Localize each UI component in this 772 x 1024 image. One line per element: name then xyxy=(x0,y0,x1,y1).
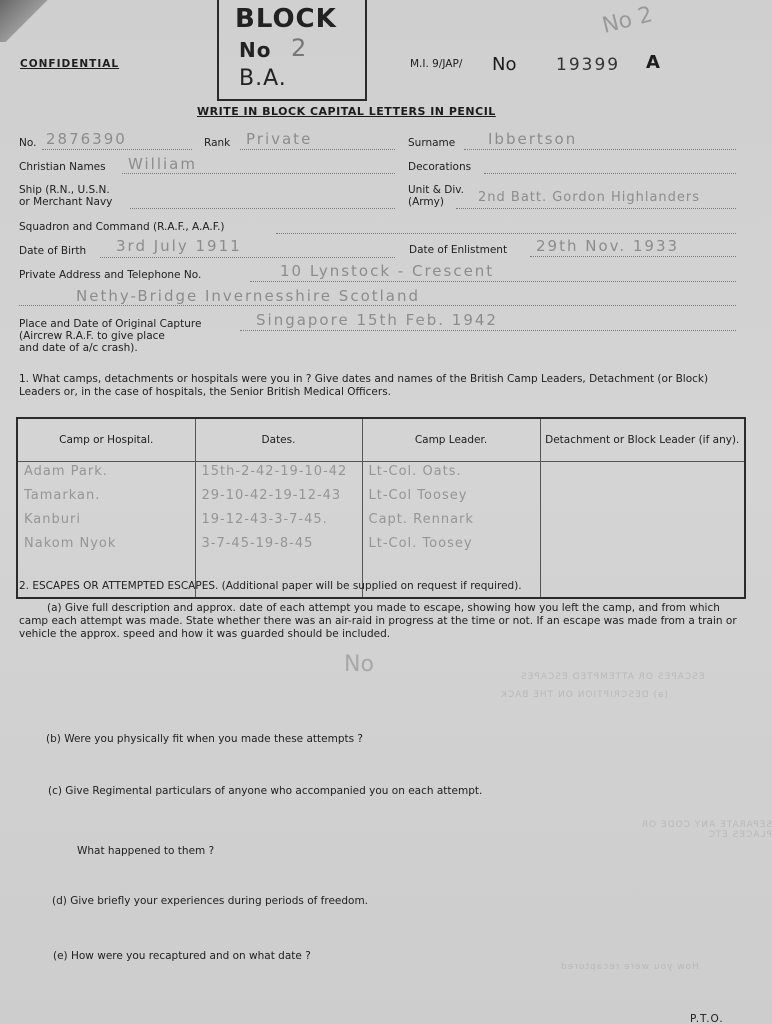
dates-cell: 3-7-45-19-8-45 xyxy=(195,534,362,558)
pto-label: P.T.O. xyxy=(690,1013,724,1024)
question-2c-sub: What happened to them ? xyxy=(77,845,215,857)
detachment-cell xyxy=(540,462,745,487)
table-row xyxy=(17,486,745,510)
header-detachment-leader: Detachment or Block Leader (if any). xyxy=(540,418,745,462)
pencil-instruction: WRITE IN BLOCK CAPITAL LETTERS IN PENCIL xyxy=(197,105,496,118)
leader-cell: Lt-Col Toosey xyxy=(362,486,540,510)
surname-field-label: Surname xyxy=(408,137,456,149)
leader-cell: Lt-Col. Toosey xyxy=(362,534,540,558)
serial-number: 19399 xyxy=(556,55,621,75)
question-2-title: 2. ESCAPES OR ATTEMPTED ESCAPES. (Additional paper will be supplied on request if required). xyxy=(19,580,522,592)
dob-value: 3rd July 1911 xyxy=(116,237,242,255)
no-field-value: 2876390 xyxy=(46,130,127,148)
header-camp: Camp or Hospital. xyxy=(17,418,195,462)
decorations-label: Decorations xyxy=(408,161,472,173)
ship-label-1: Ship (R.N., U.S.N. xyxy=(19,184,110,196)
capture-value: Singapore 15th Feb. 1942 xyxy=(256,311,498,329)
dob-label: Date of Birth xyxy=(19,245,87,257)
capture-label-1: Place and Date of Original Capture xyxy=(19,318,202,330)
enlistment-label: Date of Enlistment xyxy=(409,244,508,256)
leader-cell: Lt-Col. Oats. xyxy=(362,462,540,487)
address-line-2: Nethy-Bridge Invernesshire Scotland xyxy=(76,287,421,305)
dates-cell: 19-12-43-3-7-45. xyxy=(195,510,362,534)
camps-table-header xyxy=(17,418,745,462)
address-label: Private Address and Telephone No. xyxy=(19,269,202,281)
serial-suffix: A xyxy=(646,52,660,73)
question-2a: (a) Give full description and approx. date of each attempt you made to escape, showing how you left the camp, and from which camp each attempt was made. State whether there was an air-raid in progress at the time or not. If an escape was made from a train or vehicle the approx. speed and how it was guarded should be included. xyxy=(19,602,737,640)
stamp-block: BLOCK xyxy=(235,4,337,34)
table-row xyxy=(17,510,745,534)
enlistment-value: 29th Nov. 1933 xyxy=(536,237,680,255)
block-stamp xyxy=(217,0,367,101)
dates-cell: 15th-2-42-19-10-42 xyxy=(195,462,362,487)
detachment-cell xyxy=(540,486,745,510)
capture-label-3: and date of a/c crash). xyxy=(19,342,138,354)
rank-field-label: Rank xyxy=(204,137,231,149)
capture-label-2: (Aircrew R.A.F. to give place xyxy=(19,330,165,342)
table-row xyxy=(17,558,745,598)
no-field-label: No. xyxy=(19,137,37,149)
question-2d: (d) Give briefly your experiences during periods of freedom. xyxy=(52,895,369,907)
camp-cell: Nakom Nyok xyxy=(24,536,117,551)
question-2a-answer: No xyxy=(344,652,374,677)
stamp-no: No xyxy=(239,38,272,62)
question-1: 1. What camps, detachments or hospitals were you in ? Give dates and names of the British Camp Leaders, Detachment (or Block) Leaders or, in the case of hospitals, the Senior British Medical Officers. xyxy=(19,373,709,398)
detachment-cell xyxy=(540,510,745,534)
rank-field-value: Private xyxy=(246,130,313,148)
christian-names-label: Christian Names xyxy=(19,161,106,173)
dates-cell: 29-10-42-19-12-43 xyxy=(195,486,362,510)
unit-label-1: Unit & Div. xyxy=(408,184,464,196)
table-row xyxy=(17,462,745,487)
header-dates: Dates. xyxy=(195,418,362,462)
unit-label-2: (Army) xyxy=(408,196,444,208)
confidential-label: CONFIDENTIAL xyxy=(20,58,120,70)
address-line-1: 10 Lynstock - Crescent xyxy=(280,262,495,280)
paper-clip-corner xyxy=(0,0,64,42)
squadron-label: Squadron and Command (R.A.F., A.A.F.) xyxy=(19,221,225,233)
camp-cell: Tamarkan. xyxy=(24,488,101,503)
table-row xyxy=(17,534,745,558)
no-label: No xyxy=(492,54,517,75)
header-camp-leader: Camp Leader. xyxy=(362,418,540,462)
surname-field-value: Ibbertson xyxy=(488,130,578,148)
detachment-cell xyxy=(540,534,745,558)
form-reference: M.I. 9/JAP/ xyxy=(410,58,463,70)
handwritten-corner-number: No 2 xyxy=(599,2,656,39)
camp-cell: Kanburi xyxy=(24,512,81,527)
question-2b: (b) Were you physically fit when you made these attempts ? xyxy=(46,733,363,745)
unit-value: 2nd Batt. Gordon Highlanders xyxy=(478,190,701,205)
question-2e: (e) How were you recaptured and on what date ? xyxy=(53,950,311,962)
leader-cell: Capt. Rennark xyxy=(362,510,540,534)
question-2c: (c) Give Regimental particulars of anyone who accompanied you on each attempt. xyxy=(48,785,483,797)
stamp-number: 2 xyxy=(291,34,308,62)
ship-label-2: or Merchant Navy xyxy=(19,196,113,208)
form-page: CONFIDENTIAL BLOCK No 2 B.A. No 2 M.I. 9/JAP/ No 19399 A WRITE IN BLOCK CAPITAL LETTERS IN PENCIL No. 2876390 Rank Private Surname Ibbertson Christian Names William Decorations Ship (R.N., U.S.N. or Merchant Navy Unit & Div. (Army) 2nd Batt. Gordon Highlanders Squadron and Command (R.A.F., A.A.F.) Date of Birth 3rd July 1911 Date of Enlistment 29th Nov. 1933 Private Address and Telephone No. 10 Lynstock - Crescent Nethy-Bridge Invernesshire Scotland Place and Date of Original Capture (Aircrew R.A.F. to give place and date of a/c crash). Singapore 15th Feb. 1942 1. What camps, detachments or hospitals were you in ? Give dates and names of the British Camp Leaders, Detachment (or Block) Leaders or, in the case of hospitals, the Senior British Medical Officers. Camp or Hospital. Dates. Camp Leader. Detachment or Block Leader (if any). Adam Park. 15th-2-42-19-10-42 Lt-Col. Oats. Tamarkan. 29-10-42-19-12-43 Lt-Col Toosey Kanburi 19-12-43-3-7-45. Capt. Rennark Nakom Nyok 3-7-45-19-8-45 Lt-Col. Toosey 2. ESCAPES OR ATTEMPTED ESCAPES. (Additional paper will be supplied on request if required). (a) Give full description and approx. date of each attempt you made to escape, showing how you left the camp, and from which camp each attempt was made. State whether there was an air-raid in progress at the time or not. If an escape was made from a train or vehicle the approx. speed and how it was guarded should be included. No ESCAPES OR ATTEMPTED ESCAPES (a) DESCRIPTION ON THE BACK SEPARATE ANY CODE OR PLACES ETC How you were recaptured (b) Were you physically fit when you made these attempts ? (c) Give Regimental particulars of anyone who accompanied you on each attempt. What happened to them ? (d) Give briefly your experiences during periods of freedom. (e) How were you recaptured and on what date ? P.T.O. xyxy=(0,0,772,1024)
christian-names-value: William xyxy=(128,155,197,173)
camp-cell: Adam Park. xyxy=(24,464,108,479)
camps-table xyxy=(16,417,746,599)
stamp-ba: B.A. xyxy=(239,66,287,91)
